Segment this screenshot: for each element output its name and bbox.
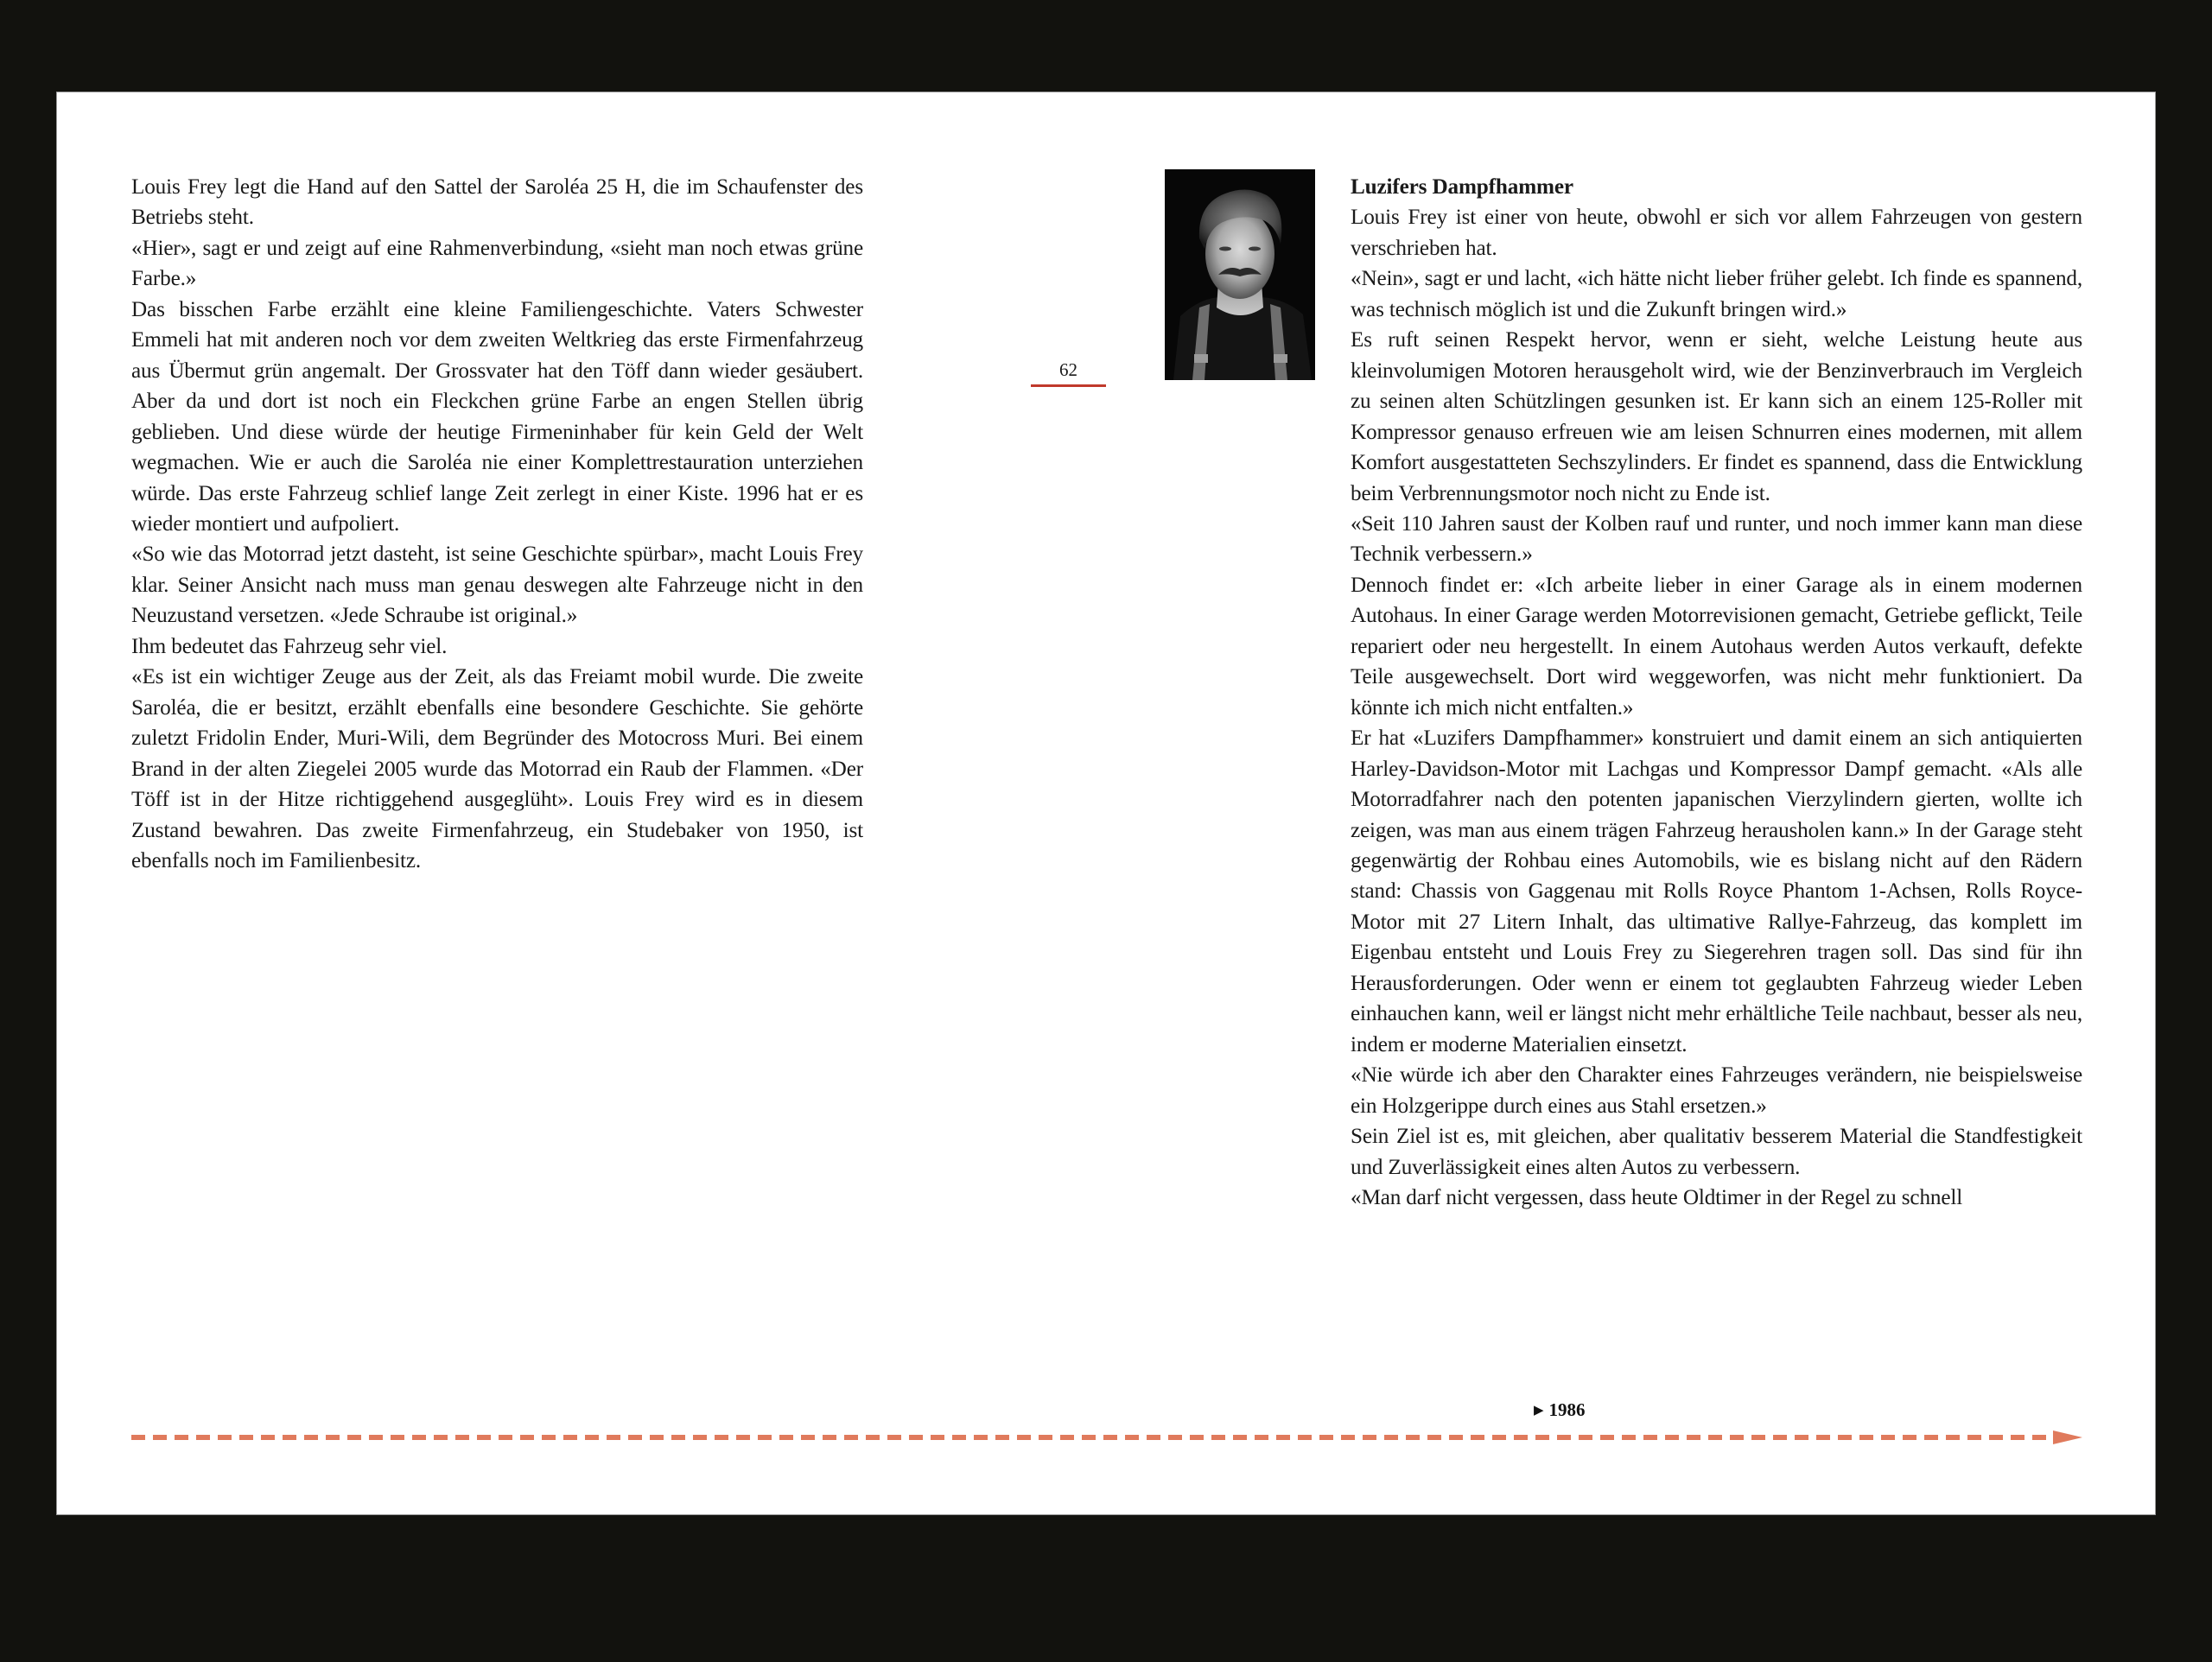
timeline-year: 1986: [1548, 1399, 1586, 1420]
paragraph: Er hat «Luzifers Dampfhammer» konstruiert und damit einem an sich antiquierten Harley-Davidson-Motor mit Lachgas und Kompressor Dampf gemacht. «Als alle Motorradfahrer nach den potenten japanischen Vierzylindern gierten, wollte ich zeigen, was man aus einem trägen Fahrzeug herausholen kann.» In der Garage steht gegenwärtig der Rohbau eines Automobils, wie es bislang nicht auf den Rädern stand: Chassis von Gaggenau mit Rolls Royce Phantom 1-Achsen, Rolls Royce-Motor mit 27 Litern Inhalt, das ultimative Rallye-Fahrzeug, das komplett im Eigenbau entsteht und Louis Frey zu Siegerehren tragen soll. Das sind für ihn Herausforderungen. Oder wenn er einem tot geglaubten Fahrzeug wieder Leben einhauchen kann, weil er längst nicht mehr erhältliche Teile nachbaut, besser als neu, indem er moderne Materialien einsetzt.: [1351, 726, 2082, 1056]
paragraph: «Seit 110 Jahren saust der Kolben rauf und runter, und noch immer kann man diese Technik verbessern.»: [1351, 511, 2082, 567]
left-page-text-column: [131, 172, 863, 876]
dashed-arrow-icon: [128, 1427, 2091, 1448]
paragraph: «Nein», sagt er und lacht, «ich hätte nicht lieber früher gelebt. Ich finde es spannend, was technisch möglich ist und die Zukunft bringen wird.»: [1351, 267, 2082, 321]
paragraph: Ihm bedeutet das Fahrzeug sehr viel.: [131, 634, 448, 658]
paragraph: Das bisschen Farbe erzählt eine kleine Familiengeschichte. Vaters Schwester Emmeli hat mit anderen noch vor dem zweiten Weltkrieg das erste Firmenfahrzeug aus Übermut grün angemalt. Der Grossvater hat den Töff dann wieder gesäubert. Aber da und dort ist noch ein Fleckchen grüne Farbe an engen Stellen übrig geblieben. Und diese würde der heutige Firmeninhaber für kein Geld der Welt wegmachen. Wie er auch die Saroléa nie einer Komplettrestauration unterziehen würde. Das erste Fahrzeug schlief lange Zeit zerlegt in einer Kiste. 1996 hat er es wieder montiert und aufpoliert.: [131, 297, 863, 536]
portrait-photo: [1165, 169, 1315, 380]
paragraph: «So wie das Motorrad jetzt dasteht, ist seine Geschichte spürbar», macht Louis Frey klar. Seiner Ansicht nach muss man genau deswegen alte Fahrzeuge nicht in den Neuzustand versetzen. «Jede Schraube ist original.»: [131, 542, 863, 628]
page-number-underline: [1031, 384, 1106, 387]
paragraph: Es ruft seinen Respekt hervor, wenn er sieht, welche Leistung heute aus kleinvolumigen Motoren herausgeholt wird, wie der Benzinverbrauch im Vergleich zu seinen alten Schützlingen gesunken ist. Er kann sich an einem 125-Roller mit Kompressor genauso erfreuen wie am leisen Schnurren eines modernen, mit allem Komfort ausgestatteten Sechszylinders. Er findet es spannend, dass die Entwicklung beim Verbrennungsmotor noch nicht zu Ende ist.: [1351, 328, 2082, 505]
section-heading: Luzifers Dampfhammer: [1351, 175, 1573, 199]
paragraph: Louis Frey legt die Hand auf den Sattel der Saroléa 25 H, die im Schaufenster des Betriebs steht.: [131, 175, 863, 230]
timeline-year-marker: [1534, 1399, 1586, 1422]
paragraph: Sein Ziel ist es, mit gleichen, aber qualitativ besserem Material die Standfestigkeit und Zuverlässigkeit eines alten Autos zu verbessern.: [1351, 1125, 2082, 1179]
paragraph: Dennoch findet er: «Ich arbeite lieber in einer Garage als in einem modernen Autohaus. In einer Garage werden Motorrevisionen gemacht, Getriebe geflickt, Teile repariert oder neu hergestellt. In einem Autohaus werden Autos verkauft, defekte Teile ausgewechselt. Dort wird weggeworfen, was nicht mehr funktioniert. Da könnte ich mich nicht entfalten.»: [1351, 573, 2082, 720]
timeline-arrow: [128, 1427, 2091, 1448]
paragraph: «Man darf nicht vergessen, dass heute Oldtimer in der Regel zu schnell: [1351, 1185, 1963, 1209]
page-number: 62: [1059, 359, 1077, 380]
paragraph: «Hier», sagt er und zeigt auf eine Rahmenverbindung, «sieht man noch etwas grüne Farbe.»: [131, 236, 863, 291]
paragraph: «Es ist ein wichtiger Zeuge aus der Zeit, als das Freiamt mobil wurde. Die zweite Saroléa, die er besitzt, erzählt ebenfalls eine besondere Geschichte. Sie gehörte zuletzt Fridolin Ender, Muri-Wili, dem Begründer des Motocross Muri. Bei einem Brand in der alten Ziegelei 2005 wurde das Motorrad ein Raub der Flammen. «Der Töff ist in der Hitze richtiggehend ausgeglüht». Louis Frey wird es in diesem Zustand bewahren. Das zweite Firmenfahrzeug, ein Studebaker von 1950, ist ebenfalls noch im Familienbesitz.: [131, 665, 863, 872]
portrait-image: [1165, 169, 1315, 380]
paragraph: «Nie würde ich aber den Charakter eines Fahrzeuges verändern, nie beispielsweise ein Holzgerippe durch eines aus Stahl ersetzen.»: [1351, 1063, 2082, 1118]
triangle-right-icon: ▶: [1534, 1404, 1544, 1418]
paragraph: Louis Frey ist einer von heute, obwohl er sich vor allem Fahrzeugen von gestern verschrieben hat.: [1351, 206, 2082, 260]
right-page-text-column: [1351, 172, 2082, 1213]
